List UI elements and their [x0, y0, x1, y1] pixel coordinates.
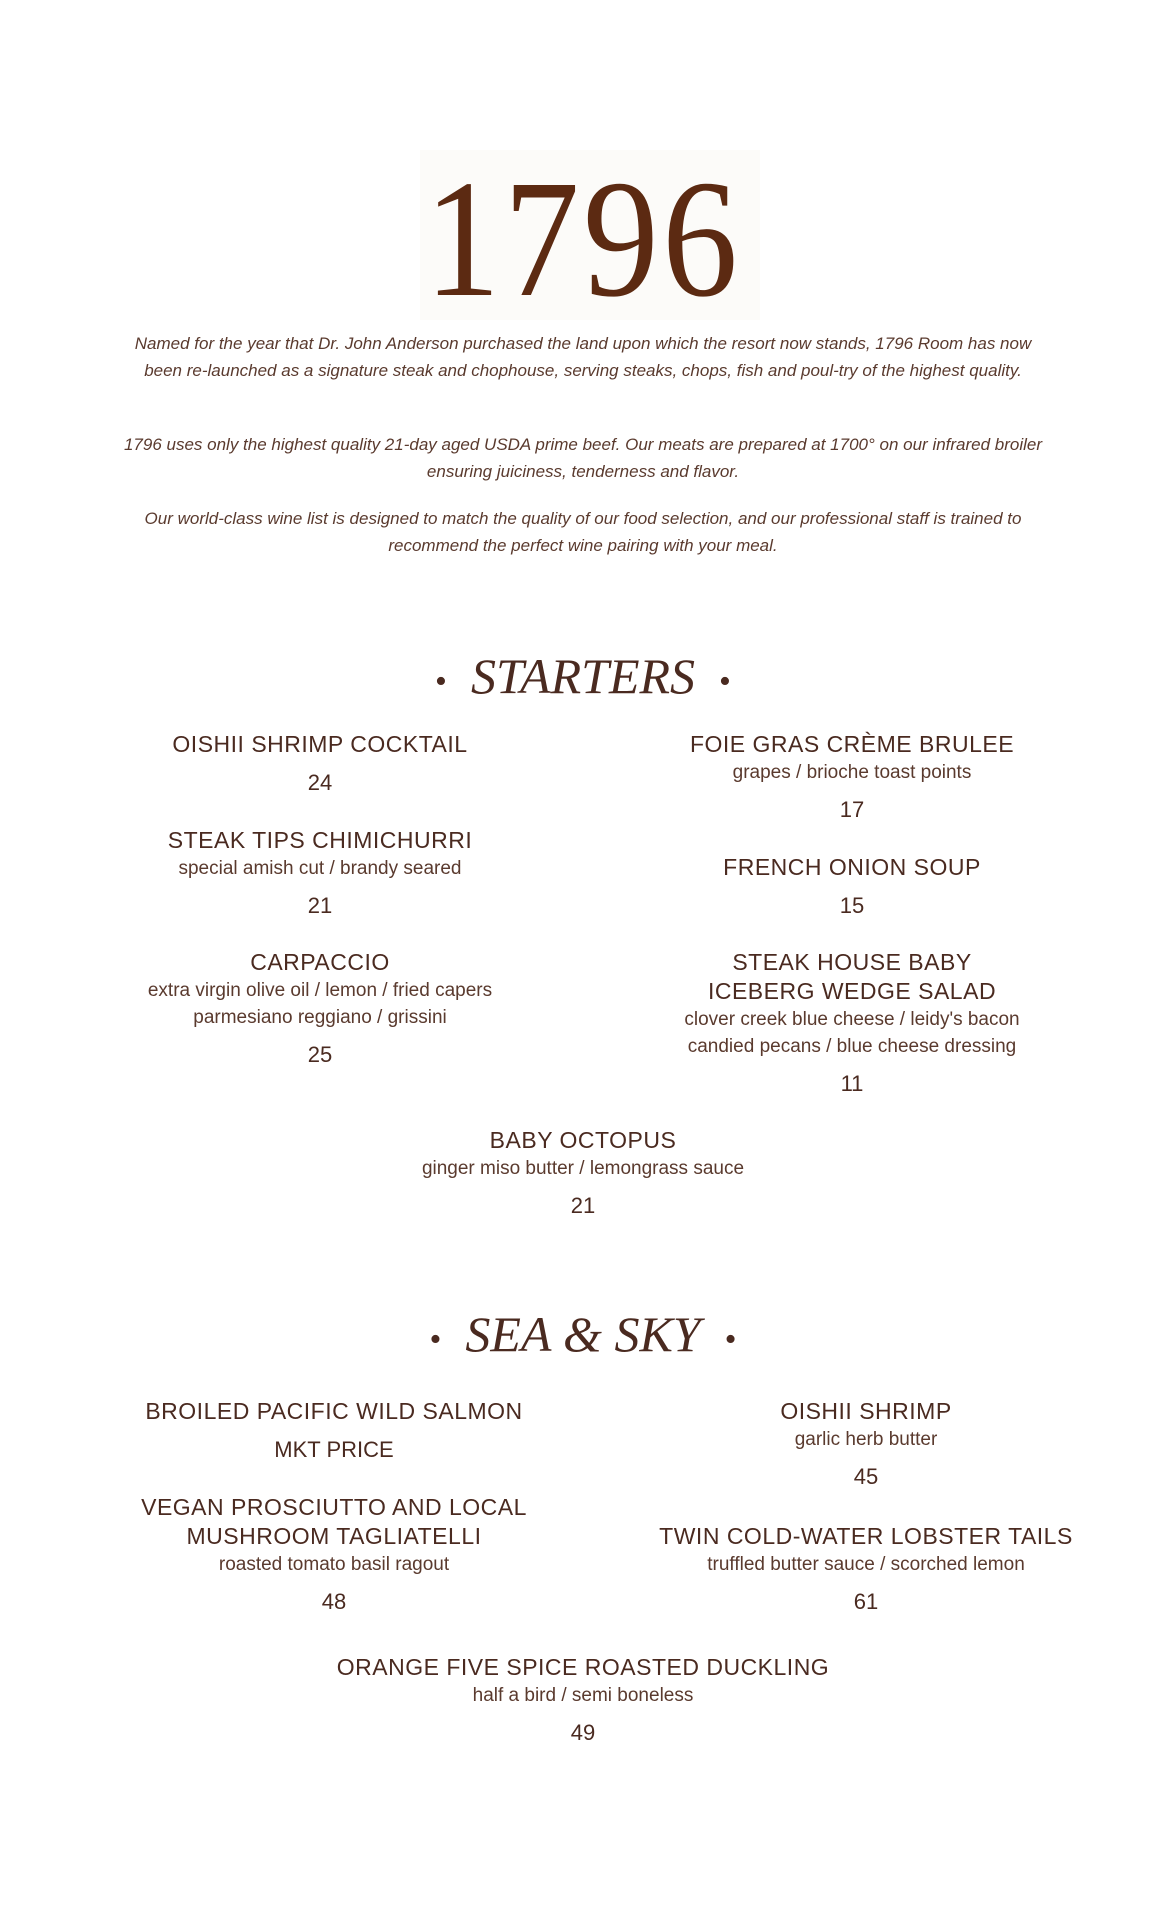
menu-item [74, 1397, 594, 1464]
menu-item [60, 730, 580, 797]
menu-item [592, 948, 1112, 1098]
item-price: 11 [840, 1071, 864, 1096]
item-name: FOIE GRAS CRÈME BRULEE [689, 731, 1015, 757]
bullet-icon: • [719, 662, 731, 700]
item-description: extra virgin olive oil / lemon / fried capers [147, 980, 493, 1001]
menu-item [592, 853, 1112, 920]
item-price: 48 [321, 1589, 347, 1614]
item-description: grapes / brioche toast points [732, 762, 972, 783]
menu-item [74, 1493, 594, 1616]
item-description: clover creek blue cheese / leidy's bacon [684, 1009, 1020, 1030]
item-price: MKT PRICE [274, 1437, 394, 1462]
item-price: 25 [307, 1042, 333, 1067]
item-price: 15 [839, 893, 865, 918]
item-name: OISHII SHRIMP COCKTAIL [172, 731, 468, 757]
restaurant-logo: 1796 [424, 146, 742, 332]
section-title-text: SEA & SKY [465, 1306, 701, 1362]
item-price: 21 [307, 893, 333, 918]
item-price: 17 [839, 797, 865, 822]
item-name: BABY OCTOPUS [489, 1127, 677, 1153]
item-description: truffled butter sauce / scorched lemon [707, 1554, 1025, 1575]
item-description: half a bird / semi boneless [472, 1685, 694, 1706]
item-name: VEGAN PROSCIUTTO AND LOCAL [141, 1494, 527, 1520]
section-title-starters [0, 646, 1166, 712]
bullet-icon: • [435, 662, 447, 700]
item-description: garlic herb butter [794, 1429, 938, 1450]
intro-paragraph-3: Our world-class wine list is designed to match the quality of our food selection, and our professional staff is trained to recommend the perfect wine pairing with your meal. [144, 509, 1022, 555]
item-name: CARPACCIO [250, 949, 390, 975]
section-title-sea-sky [0, 1304, 1166, 1370]
item-description: parmesiano reggiano / grissini [193, 1007, 447, 1028]
item-name: MUSHROOM TAGLIATELLI [186, 1523, 482, 1549]
item-price: 49 [570, 1720, 596, 1745]
menu-item [606, 1522, 1126, 1616]
section-title-text: STARTERS [470, 648, 696, 704]
item-name: TWIN COLD-WATER LOBSTER TAILS [659, 1523, 1073, 1549]
item-name: ORANGE FIVE SPICE ROASTED DUCKLING [336, 1654, 830, 1680]
item-description: roasted tomato basil ragout [218, 1554, 450, 1575]
intro-paragraph-1: Named for the year that Dr. John Anderson purchased the land upon which the resort now stands, 1796 Room has now been re-launched as a signature steak and chophouse, serving steaks, chops, fish and poul-try of the highest quality. [134, 334, 1032, 380]
item-price: 45 [853, 1464, 879, 1489]
menu-item [60, 826, 580, 920]
bullet-icon: • [724, 1320, 737, 1358]
item-description: candied pecans / blue cheese dressing [687, 1036, 1017, 1057]
item-description: special amish cut / brandy seared [178, 858, 462, 879]
bullet-icon: • [429, 1320, 442, 1358]
menu-item [592, 730, 1112, 824]
item-name: ICEBERG WEDGE SALAD [707, 978, 997, 1004]
menu-item [323, 1126, 843, 1220]
item-name: FRENCH ONION SOUP [723, 854, 981, 880]
intro-paragraph-2: 1796 uses only the highest quality 21-day aged USDA prime beef. Our meats are prepared at 1700° on our infrared broiler ensuring juiciness, tenderness and flavor. [123, 435, 1043, 481]
item-name: BROILED PACIFIC WILD SALMON [145, 1398, 523, 1424]
menu-item [283, 1653, 883, 1747]
item-description: ginger miso butter / lemongrass sauce [421, 1158, 745, 1179]
item-name: STEAK TIPS CHIMICHURRI [167, 827, 473, 853]
item-price: 21 [570, 1193, 596, 1218]
item-name: OISHII SHRIMP [780, 1398, 952, 1424]
item-price: 24 [307, 770, 333, 795]
item-name: STEAK HOUSE BABY [732, 949, 972, 975]
item-price: 61 [853, 1589, 879, 1614]
menu-item [60, 948, 580, 1069]
menu-item [606, 1397, 1126, 1491]
